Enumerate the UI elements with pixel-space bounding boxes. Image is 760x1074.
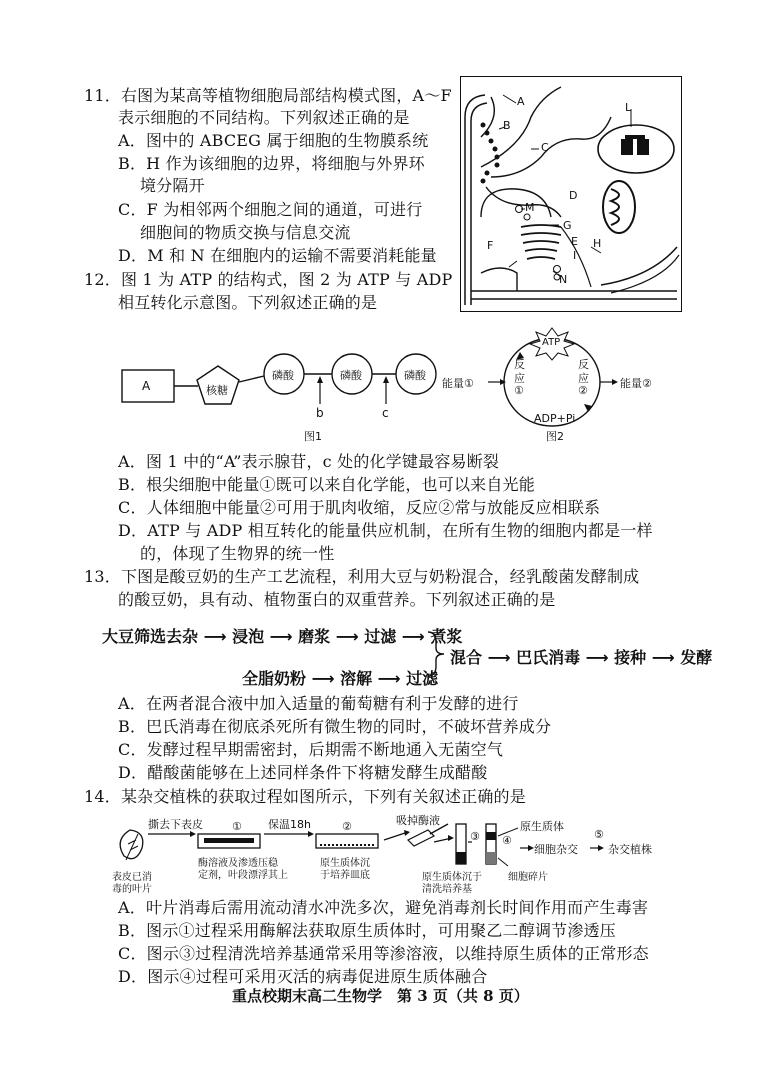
q13-option-b: B．巴氏消毒在彻底杀死所有微生物的同时，不破坏营养成分 <box>118 717 552 736</box>
q11-option-c-line1: C．F 为相邻两个细胞之间的通道，可进行 <box>118 200 423 219</box>
q13-stem-line2: 的酸豆奶，具有动、植物蛋白的双重营养。下列叙述正确的是 <box>118 590 556 609</box>
q14-fusion: 细胞杂交 <box>534 843 578 856</box>
cell-structure-diagram <box>460 76 682 312</box>
q13-flow-milk: 全脂奶粉 ⟶ 溶解 ⟶ 过滤 <box>242 669 439 688</box>
q14-step3: ③ <box>470 830 480 843</box>
label-D: D <box>569 189 578 202</box>
q11-option-a: A．图中的 ABCEG 属于细胞的生物膜系统 <box>118 131 429 150</box>
q14-step4: ④ <box>502 834 512 847</box>
fig2-reaction2-a: 反 <box>578 358 589 371</box>
q12-option-d-line2: 的，体现了生物界的统一性 <box>140 544 335 563</box>
q11-option-b-line2: 境分隔开 <box>140 176 205 195</box>
q13-option-d: D．醋酸菌能够在上述同样条件下将糖发酵生成醋酸 <box>118 763 488 782</box>
q14-wash-line1: 原生质体沉于 <box>422 872 482 883</box>
fig2-energy2: 能量② <box>620 377 652 390</box>
q13-flow-soy: 大豆筛选去杂 ⟶ 浸泡 ⟶ 磨浆 ⟶ 过滤 ⟶ 煮浆 <box>102 627 463 646</box>
q14-option-b: B．图示①过程采用酶解法获取原生质体时，可用聚乙二醇调节渗透压 <box>118 921 616 940</box>
q14-protoplast-dish-line1: 原生质体沉 <box>320 858 370 869</box>
protoplast-fusion-figure <box>108 812 708 895</box>
fig1-phosphate-1: 磷酸 <box>272 369 294 382</box>
fig1-ribose: 核糖 <box>206 384 228 397</box>
fig1-bond-c: c <box>382 406 389 420</box>
fig2-reaction1-a: 反 <box>514 358 525 371</box>
q14-leaf-line1: 表皮已消 <box>112 872 152 883</box>
label-N: N <box>559 273 568 286</box>
atp-adp-cycle-figure <box>440 326 690 444</box>
fig1-adenosine: A <box>142 379 151 393</box>
q14-protoplast-dish-line2: 于培养皿底 <box>320 870 370 881</box>
q13-flow-brace <box>426 628 450 680</box>
label-A: A <box>517 95 525 108</box>
fig2-reaction1-c: ① <box>514 384 524 397</box>
atp-adp-cycle-drawing <box>440 326 690 444</box>
q14-hybrid-plant: 杂交植株 <box>608 843 652 856</box>
page-footer: 重点校期末高二生物学 第 3 页（共 8 页） <box>232 987 529 1005</box>
q14-step1: ① <box>232 820 242 833</box>
q11-stem-line1: 11．右图为某高等植物细胞局部结构模式图，A～F <box>84 86 452 105</box>
fig2-adp-pi: ADP+Pi <box>534 412 576 425</box>
label-L: L <box>625 101 632 114</box>
label-C: C <box>541 141 549 154</box>
q12-option-d-line1: D．ATP 与 ADP 相互转化的能量供应机制，在所有生物的细胞内都是一样 <box>118 521 653 540</box>
label-F: F <box>487 239 494 252</box>
fig2-reaction1-b: 应 <box>514 372 525 385</box>
q14-enzyme-line2: 定剂，叶段漂浮其上 <box>198 870 288 881</box>
atp-structure-drawing <box>118 352 438 444</box>
q13-option-c: C．发酵过程早期需密封，后期需不断地通入无菌空气 <box>118 740 504 759</box>
q12-option-c: C．人体细胞中能量②可用于肌肉收缩，反应②常与放能反应相联系 <box>118 498 601 517</box>
q13-option-a: A．在两者混合液中加入适量的葡萄糖有利于发酵的进行 <box>118 694 519 713</box>
fig1-bond-b: b <box>316 406 324 420</box>
q13-flow-mix: 混合 ⟶ 巴氏消毒 ⟶ 接种 ⟶ 发酵 <box>450 648 713 667</box>
fig1-caption: 图1 <box>304 430 322 443</box>
q11-option-c-line2: 细胞间的物质交换与信息交流 <box>140 223 351 242</box>
fig2-caption: 图2 <box>546 430 564 443</box>
q14-leaf-line2: 毒的叶片 <box>112 884 152 895</box>
label-H: H <box>593 237 602 250</box>
q14-protoplast-label: 原生质体 <box>520 820 564 833</box>
q12-stem-line1: 12．图 1 为 ATP 的结构式，图 2 为 ATP 与 ADP <box>84 270 453 289</box>
fig2-reaction2-c: ② <box>578 384 588 397</box>
q14-stem: 14．某杂交植株的获取过程如图所示，下列有关叙述正确的是 <box>84 787 526 806</box>
fig1-phosphate-3: 磷酸 <box>404 369 426 382</box>
fig2-reaction2-b: 应 <box>578 372 589 385</box>
label-I: I <box>573 249 577 262</box>
q14-enzyme-line1: 酶溶液及渗透压稳 <box>198 858 278 869</box>
q12-stem-line2: 相互转化示意图。下列叙述正确的是 <box>118 293 378 312</box>
q12-option-a: A．图 1 中的“A”表示腺苷，c 处的化学键最容易断裂 <box>118 452 500 471</box>
q13-stem-line1: 13．下图是酸豆奶的生产工艺流程，利用大豆与奶粉混合，经乳酸菌发酵制成 <box>84 567 640 586</box>
label-G: G <box>563 219 572 232</box>
label-M: M <box>525 201 535 214</box>
q14-step2: ② <box>342 820 352 833</box>
q12-option-b: B．根尖细胞中能量①既可以来自化学能，也可以来自光能 <box>118 475 535 494</box>
fig2-atp: ATP <box>542 337 561 348</box>
q14-option-c: C．图示③过程清洗培养基通常采用等渗溶液，以维持原生质体的正常形态 <box>118 944 649 963</box>
fig2-energy1: 能量① <box>442 377 474 390</box>
q14-step5: ⑤ <box>594 828 604 841</box>
fig1-phosphate-2: 磷酸 <box>340 369 362 382</box>
q14-wash-line2: 清洗培养基 <box>422 884 472 895</box>
q14-option-d: D．图示④过程可采用灭活的病毒促进原生质体融合 <box>118 967 488 986</box>
q14-cell-fragments: 细胞碎片 <box>508 872 548 883</box>
q14-keep-warm: 保温18h <box>268 818 311 831</box>
q14-peel: 撕去下表皮 <box>148 818 203 831</box>
q11-option-b-line1: B．H 作为该细胞的边界，将细胞与外界环 <box>118 154 425 173</box>
q11-stem-line2: 表示细胞的不同结构。下列叙述正确的是 <box>118 108 410 127</box>
q11-option-d: D．M 和 N 在细胞内的运输不需要消耗能量 <box>118 246 437 265</box>
label-E: E <box>571 235 578 248</box>
q14-suck: 吸掉酶液 <box>396 814 440 827</box>
q14-option-a: A．叶片消毒后需用流动清水冲洗多次，避免消毒剂长时间作用而产生毒害 <box>118 898 649 917</box>
atp-structure-figure <box>118 352 438 444</box>
label-B: B <box>503 119 511 132</box>
